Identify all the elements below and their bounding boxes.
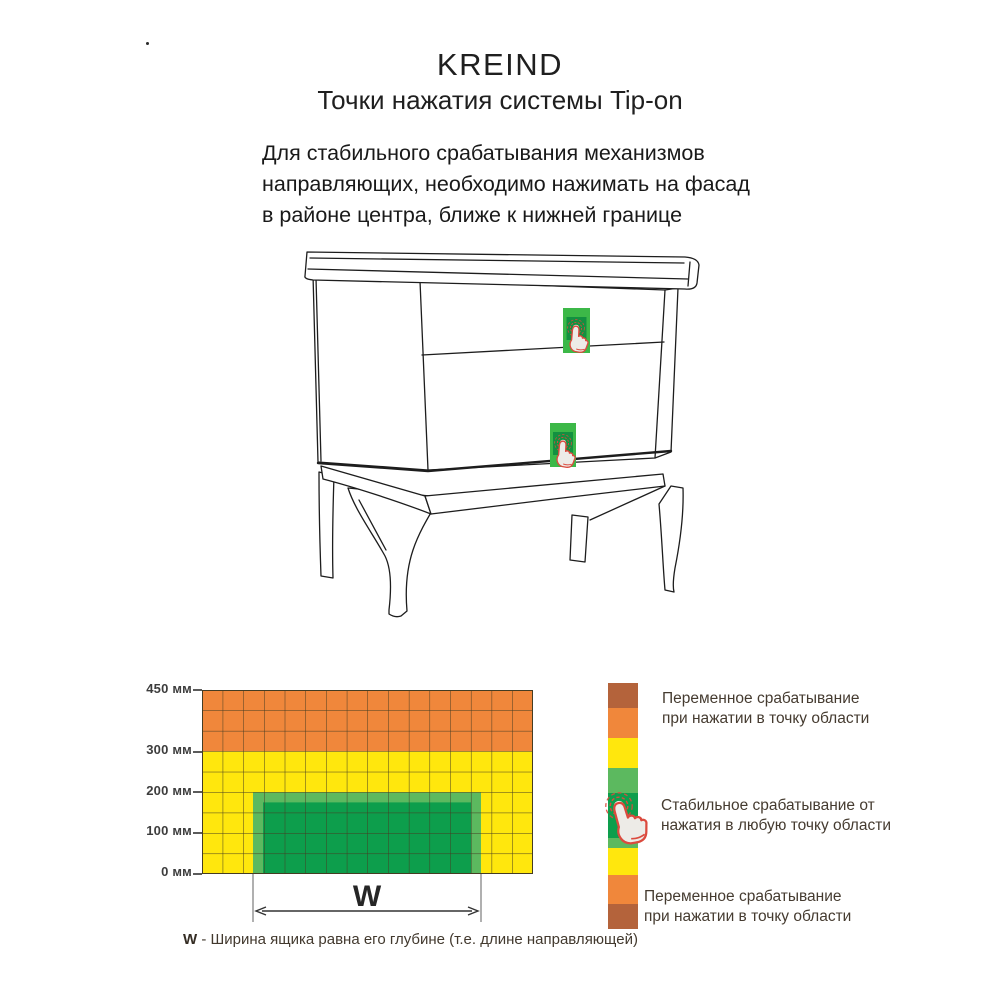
legend-entry-variable-top [662, 689, 869, 728]
legend-line: Переменное срабатывание [644, 888, 842, 905]
description-line: Для стабильного срабатывания механизмов [262, 141, 705, 165]
legend-entry-variable-bottom [644, 887, 851, 926]
furniture-illustration [235, 238, 705, 630]
cabinet-body [313, 275, 678, 471]
brand-title: KREIND [436, 47, 564, 82]
axis-label-100: 100 мм [146, 823, 192, 838]
axis-tick [193, 751, 202, 753]
footer-caption-text: - Ширина ящика равна его глубине (т.е. длине направляющей) [197, 931, 638, 948]
width-letter: W [352, 880, 382, 913]
axis-tick [193, 791, 202, 793]
legend-line: при нажатии в точку области [644, 907, 852, 925]
press-point-lower [550, 423, 577, 468]
furniture-legs [319, 466, 683, 617]
legend-brown-top [608, 683, 638, 708]
page-subtitle: Точки нажатия системы Tip-on [317, 85, 683, 115]
axis-tick [193, 873, 202, 875]
legend-brown-bottom [608, 904, 638, 929]
legend-line: при нажатии в точку области [662, 709, 870, 727]
legend-orange-top [608, 708, 638, 738]
description-line: направляющих, необходимо нажимать на фасад [262, 172, 750, 196]
axis-label-200: 200 мм [146, 783, 192, 798]
legend-orange-bottom [608, 875, 638, 904]
legend-yellow-top [608, 738, 638, 768]
footer-caption [183, 931, 638, 948]
legend-entry-stable [661, 796, 891, 835]
legend-line: нажатия в любую точку области [661, 816, 891, 834]
grid-lines [202, 690, 533, 874]
axis-tick [193, 689, 202, 691]
print-artifact-dot [146, 42, 149, 45]
axis-label-300: 300 мм [146, 742, 192, 757]
footer-w: W [183, 931, 198, 948]
legend-yellow-bottom [608, 848, 638, 875]
description-text [262, 138, 782, 231]
press-point-upper [563, 308, 590, 353]
axis-label-0: 0 мм [161, 864, 192, 879]
legend-line: Стабильное срабатывание от [661, 797, 875, 814]
legend-line: Переменное срабатывание [662, 690, 860, 707]
description-line: в районе центра, ближе к нижней границе [262, 203, 683, 227]
axis-label-450: 450 мм [146, 681, 192, 696]
axis-tick [193, 832, 202, 834]
